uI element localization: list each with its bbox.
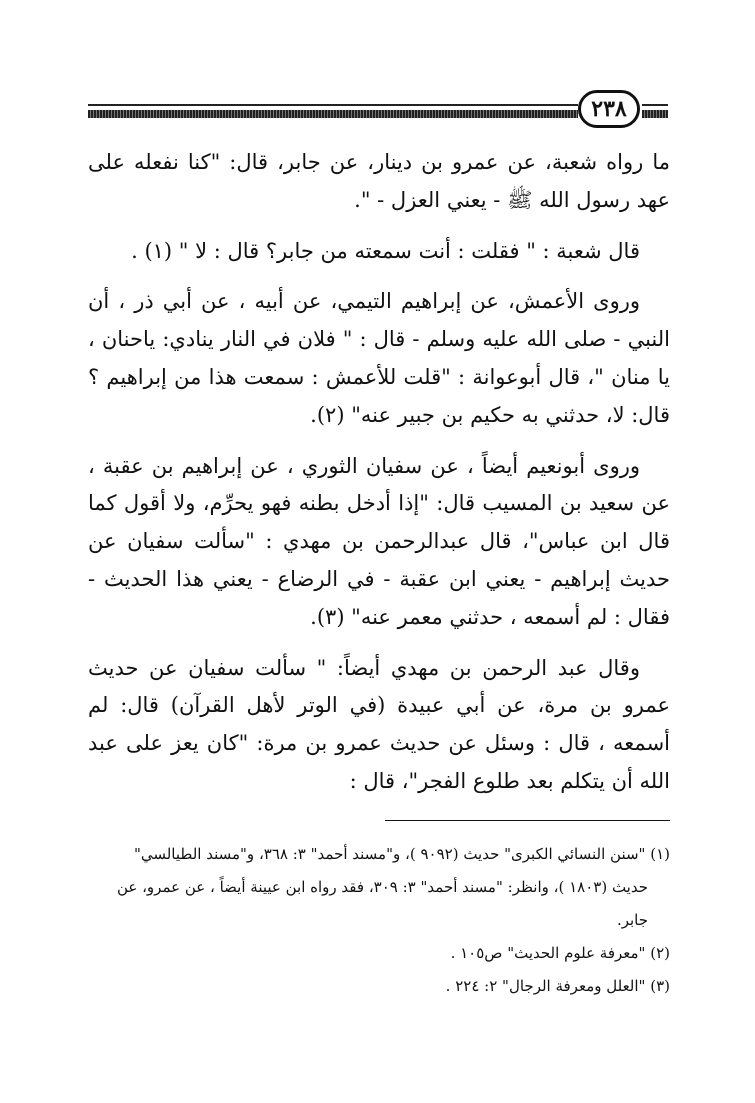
footnote: (١) "سنن النسائي الكبرى" حديث (٩٠٩٢ )، و"مسند أحمد" ٣: ٣٦٨، و"مسند الطيالسي" xyxy=(133,845,670,863)
footnotes xyxy=(88,838,670,1003)
header-rule-thin xyxy=(88,104,578,106)
page-number: ٢٣٨ xyxy=(578,90,640,128)
header-rule-tail xyxy=(642,110,668,118)
paragraph: ما رواه شعبة، عن عمرو بن دينار، عن جابر، قال: "كنا نفعله على عهد رسول الله ﷺ - يعني العزل - ". xyxy=(88,150,670,212)
main-text xyxy=(88,144,670,814)
paragraph: وقال عبد الرحمن بن مهدي أيضاً: " سألت سفيان عن حديث عمرو بن مرة، عن أبي عبيدة (في الوتر لأهل القرآن) قال: لم أسمعه ، قال : وسئل عن حديث عمرو بن مرة: "كان يعز على عبد الله أن يتكلم بعد طلوع الفجر"، قال : xyxy=(88,655,670,793)
header-rule xyxy=(88,110,578,118)
header-rule-tail-thin xyxy=(642,104,668,106)
footnote: (٢) "معرفة علوم الحديث" ص١٠٥ . xyxy=(450,944,670,962)
footnote: (٣) "العلل ومعرفة الرجال" ٢: ٢٢٤ . xyxy=(445,977,670,995)
paragraph: وروى أبونعيم أيضاً ، عن سفيان الثوري ، عن إبراهيم بن عقبة ، عن سعيد بن المسيب قال: "إذا أدخل بطنه فهو يحرِّم، ولا أقول كما قال ابن عباس"، قال عبدالرحمن بن مهدي : "سألت سفيان عن حديث إبراهيم - يعني ابن عقبة - في الرضاع - يعني هذا الحديث - فقال : لم أسمعه ، حدثني معمر عنه" (٣). xyxy=(88,453,670,629)
paragraph: وروى الأعمش، عن إبراهيم التيمي، عن أبيه ، عن أبي ذر ، أن النبي - صلى الله عليه وسلم - قال : " فلان في النار ينادي: ياحنان ، يا منان "، قال أبوعوانة : "قلت للأعمش : سمعت هذا من إبراهيم ؟ قال: لا، حدثني به حكيم بن جبير عنه" (٢). xyxy=(88,289,670,427)
footnote-separator xyxy=(385,820,670,821)
footnote-continuation: حديث (١٨٠٣ )، وانظر: "مسند أحمد" ٣: ٣٠٩، فقد رواه ابن عيينة أيضاً ، عن عمرو، عن جابر. xyxy=(116,878,648,929)
paragraph: قال شعبة : " فقلت : أنت سمعته من جابر؟ قال : لا " (١) . xyxy=(131,238,640,263)
